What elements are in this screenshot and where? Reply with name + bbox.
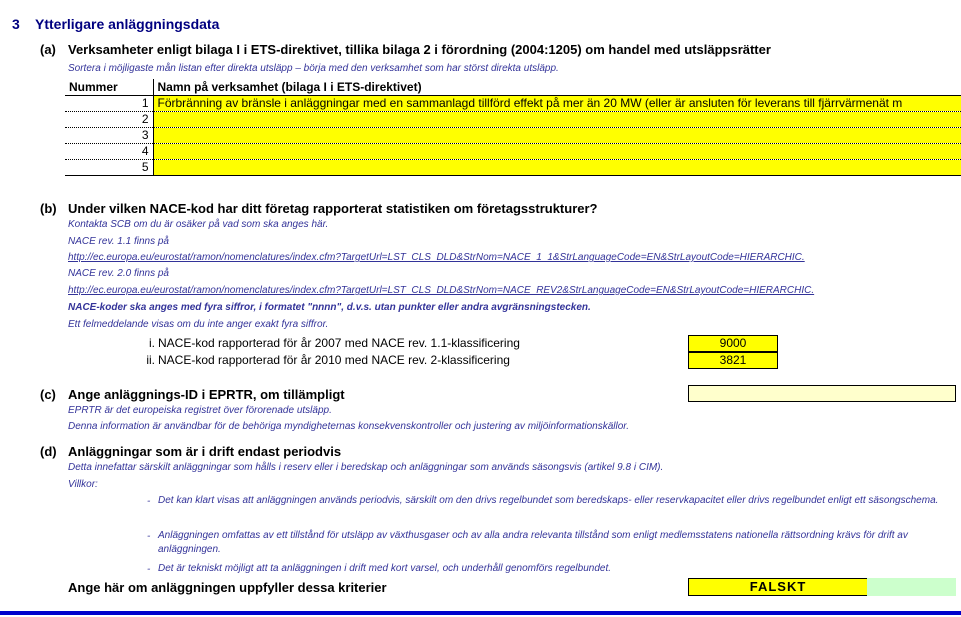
activities-table: [65, 79, 961, 176]
nace-rev11-label: NACE rev. 1.1 finns på: [68, 236, 169, 247]
part-d-heading: Anläggningar som är i drift endast periodvis: [68, 444, 342, 459]
activity-name-cell[interactable]: [153, 143, 961, 159]
nace-2007-input[interactable]: 9000: [688, 335, 778, 352]
row-number: 2: [65, 111, 153, 127]
activity-name-cell[interactable]: [153, 111, 961, 127]
activities-table-header: [65, 79, 961, 95]
table-row: [65, 159, 961, 175]
nace-2010-input[interactable]: 3821: [688, 352, 778, 369]
part-a-note: Sortera i möjligaste mån listan efter direkta utsläpp – börja med den verksamhet som har störst direkta utsläpp.: [68, 63, 559, 74]
table-row: [65, 111, 961, 127]
part-d-letter: (d): [40, 444, 57, 459]
condition-item: Det kan klart visas att anläggningen används periodvis, särskilt om den drivs regelbundet som beredskaps- eller reservkapacitet eller drivs regelbundet enligt ett säsongschema.: [158, 495, 939, 506]
part-b-letter: (b): [40, 201, 57, 216]
part-c-note1: EPRTR är det europeiska registret över förorenade utsläpp.: [68, 405, 332, 416]
column-header-number: Nummer: [65, 79, 153, 95]
condition-bullet: -: [147, 531, 151, 542]
column-header-name: Namn på verksamhet (bilaga I i ETS-direktivet): [153, 79, 961, 95]
part-c-letter: (c): [40, 387, 56, 402]
part-b-note: Kontakta SCB om du är osäker på vad som ska anges här.: [68, 219, 329, 230]
nace-rev20-link[interactable]: http://ec.europa.eu/eurostat/ramon/nomenclatures/index.cfm?TargetUrl=LST_CLS_DLD&StrNom=NACE_REV2&StrLanguageCode=EN&StrLayoutCode=HIERARCHIC.: [68, 285, 815, 296]
nace-rev20-label: NACE rev. 2.0 finns på: [68, 268, 169, 279]
row-number: 4: [65, 143, 153, 159]
part-a-heading: Verksamheter enligt bilaga I i ETS-direktivet, tillika bilaga 2 i förordning (2004:1205) om handel med utsläppsrätter: [68, 42, 771, 57]
condition-bullet: -: [147, 496, 151, 507]
condition-item: Det är tekniskt möjligt att ta anläggningen i drift med kort varsel, och underhåll genomförs regelbundet.: [158, 563, 612, 574]
periodic-operation-question: Ange här om anläggningen uppfyller dessa kriterier: [68, 580, 387, 595]
eprtr-id-input[interactable]: [688, 385, 956, 402]
nace-2007-label: NACE-kod rapporterad för år 2007 med NACE rev. 1.1-klassificering: [158, 336, 520, 350]
part-b-heading: Under vilken NACE-kod har ditt företag rapporterat statistiken om företagsstrukturer?: [68, 201, 598, 216]
table-row: [65, 95, 961, 111]
nace-error-note: Ett felmeddelande visas om du inte anger exakt fyra siffror.: [68, 319, 329, 330]
part-c-note2: Denna information är användbar för de behöriga myndigheternas konsekvenskontroller och justering av miljöinformationskällor.: [68, 421, 630, 432]
row-number: 3: [65, 127, 153, 143]
condition-item: Anläggningen omfattas av ett tillstånd för utsläpp av växthusgaser och av alla andra relevanta tillstånd som enligt medlemsstatens nationella rättsordning krävs för drift av anläggningen.: [158, 530, 908, 555]
conditions-label: Villkor:: [68, 479, 98, 490]
activity-name-cell[interactable]: [153, 127, 961, 143]
activity-name-cell[interactable]: Förbränning av bränsle i anläggningar med en sammanlagd tillförd effekt på mer än 20 MW (eller är ansluten för leverans till fjärrvärmenät m: [153, 95, 961, 111]
table-row: [65, 127, 961, 143]
status-indicator-cell: [867, 578, 956, 596]
nace-item-index: i.: [149, 336, 155, 350]
bottom-divider: [0, 611, 961, 615]
periodic-operation-dropdown[interactable]: FALSKT: [688, 578, 868, 596]
row-number: 1: [65, 95, 153, 111]
nace-item-index: ii.: [146, 353, 155, 367]
nace-format-note: NACE-koder ska anges med fyra siffror, i formatet "nnnn", d.v.s. utan punkter eller andra avgränsningstecken.: [68, 302, 591, 313]
section-number: 3: [12, 16, 20, 32]
part-a-letter: (a): [40, 42, 56, 57]
condition-bullet: -: [147, 564, 151, 575]
part-d-note: Detta innefattar särskilt anläggningar som hålls i reserv eller i beredskap och anläggningar som används säsongsvis (artikel 9.8 i CIM).: [68, 462, 664, 473]
activity-name-cell[interactable]: [153, 159, 961, 175]
section-title: Ytterligare anläggningsdata: [35, 16, 220, 32]
table-row: [65, 143, 961, 159]
row-number: 5: [65, 159, 153, 175]
part-c-heading: Ange anläggnings-ID i EPRTR, om tillämpligt: [68, 387, 345, 402]
nace-rev11-link[interactable]: http://ec.europa.eu/eurostat/ramon/nomenclatures/index.cfm?TargetUrl=LST_CLS_DLD&StrNom=NACE_1_1&StrLanguageCode=EN&StrLayoutCode=HIERARCHIC.: [68, 252, 805, 263]
nace-2010-label: NACE-kod rapporterad för år 2010 med NACE rev. 2-klassificering: [158, 353, 510, 367]
